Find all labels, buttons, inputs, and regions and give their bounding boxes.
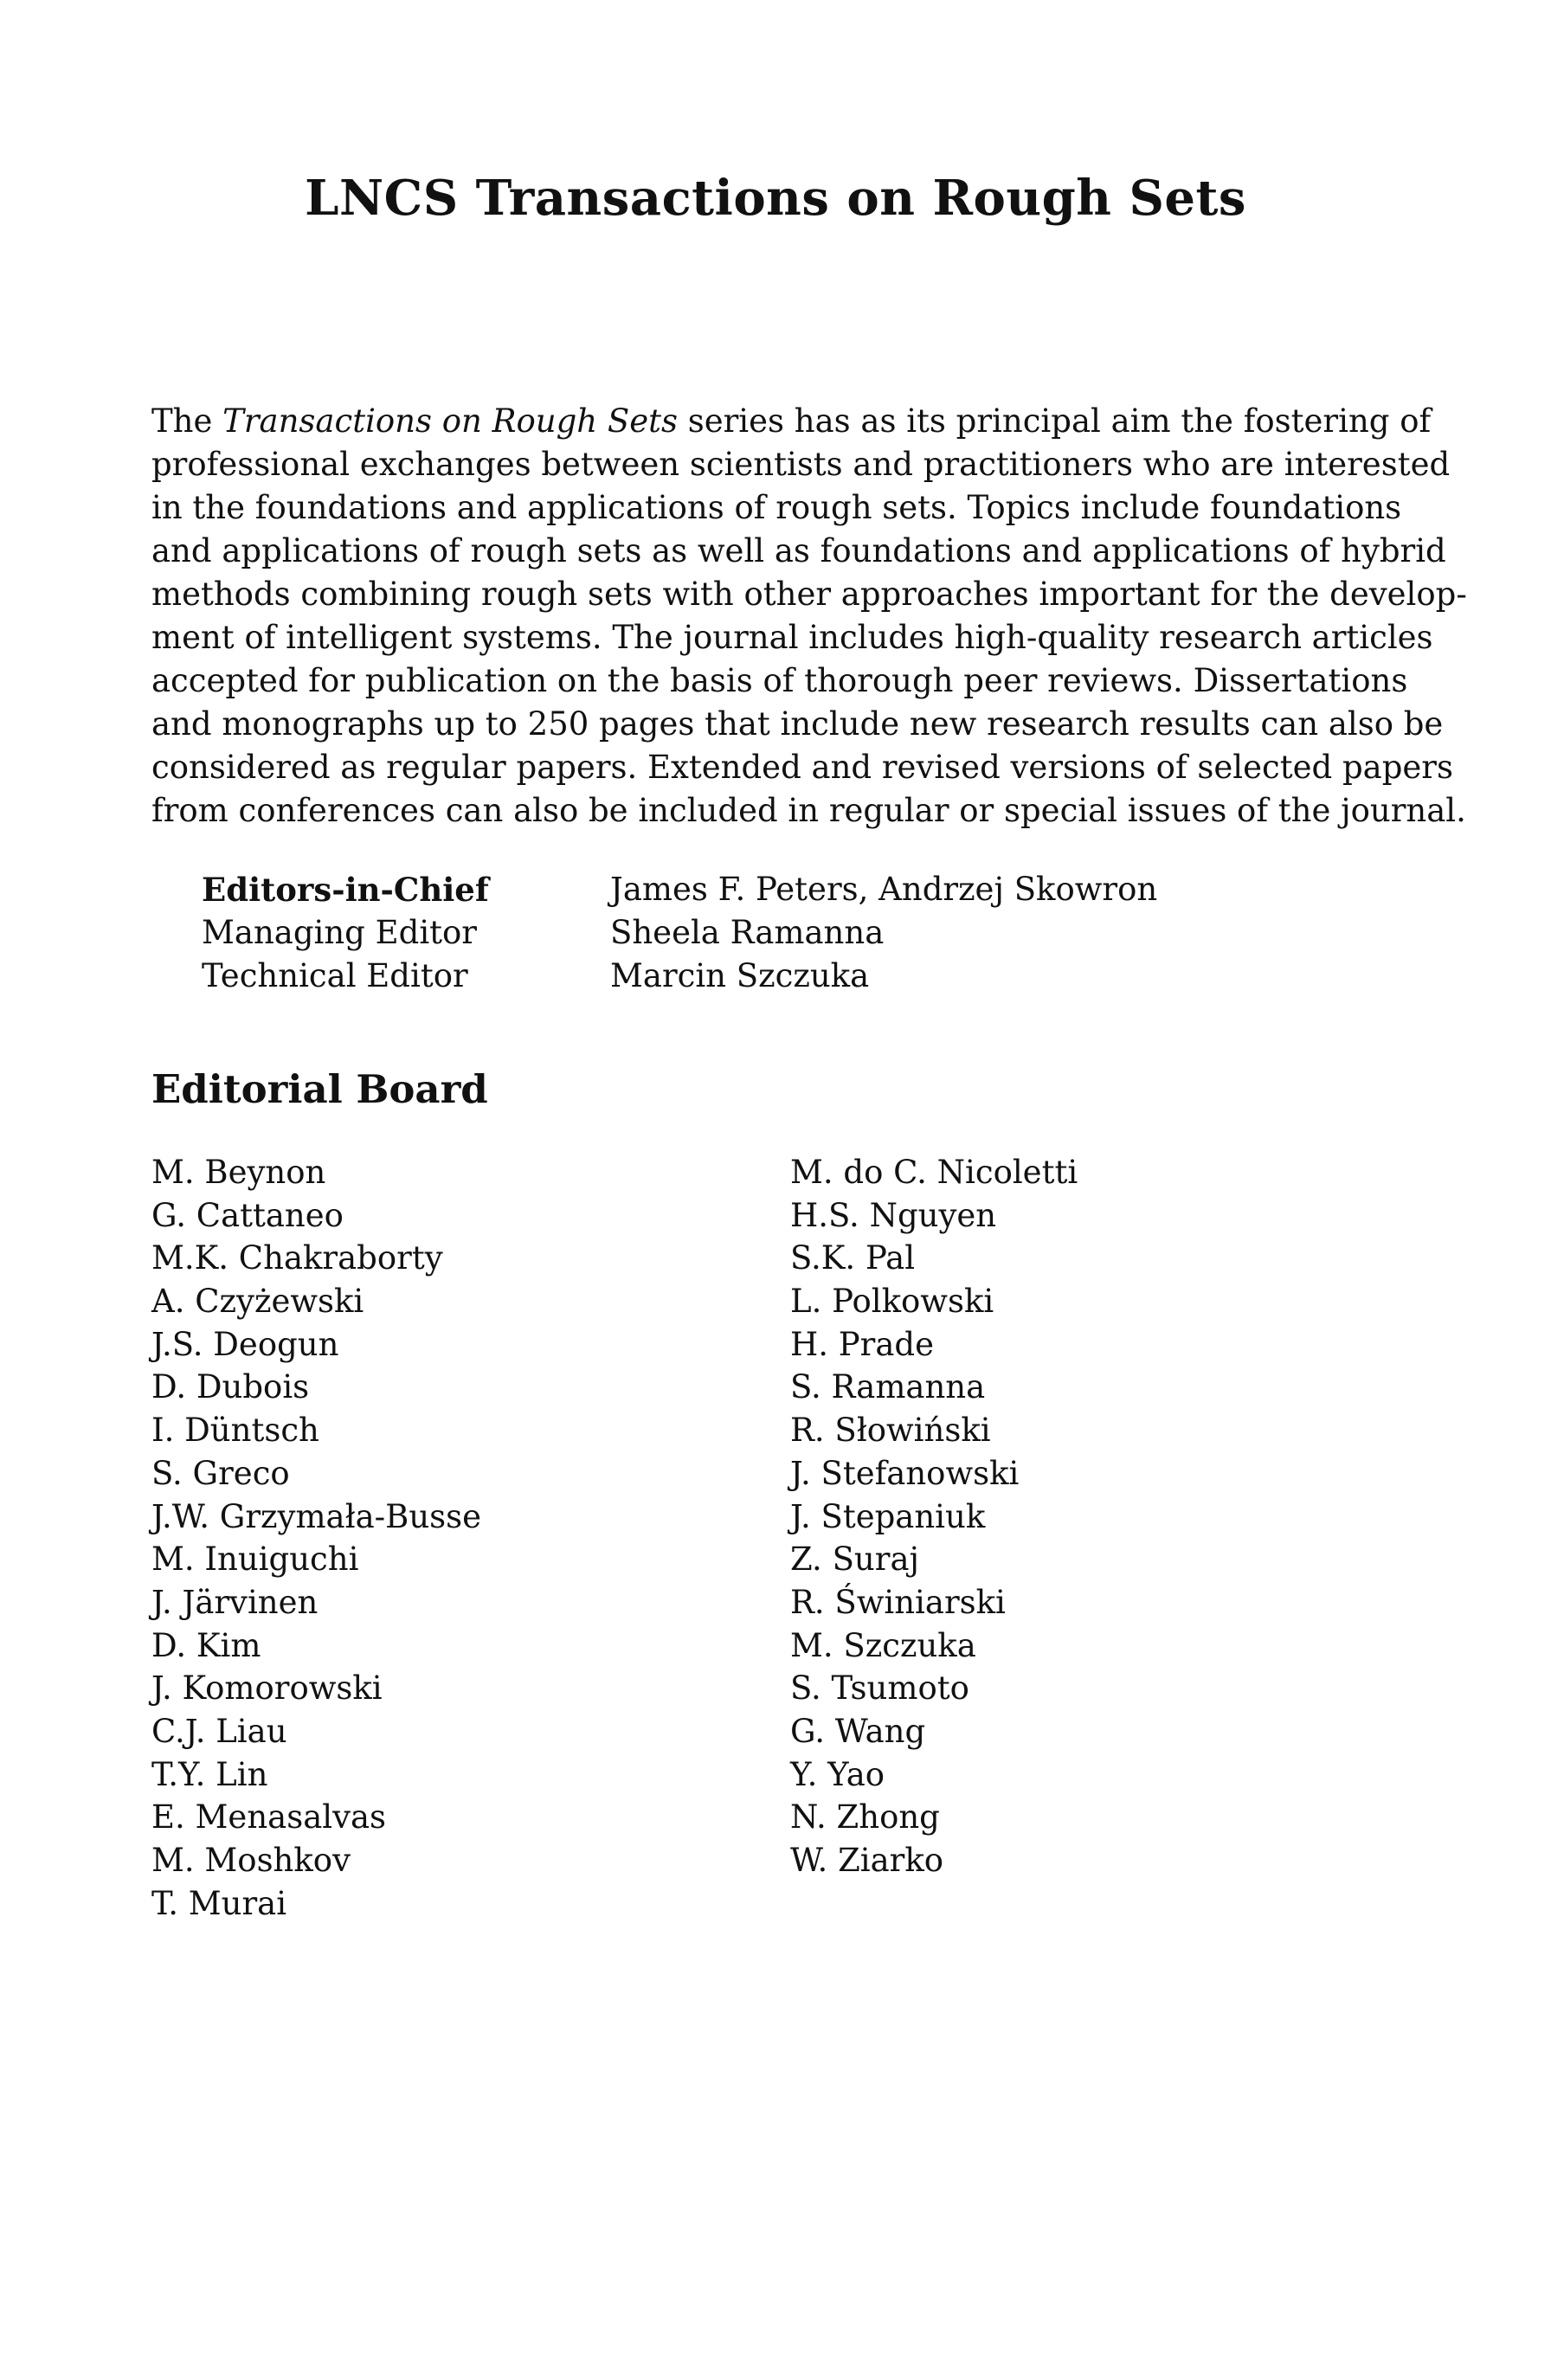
editor-names: James F. Peters, Andrzej Skowron bbox=[610, 871, 1158, 908]
editorial-board-heading: Editorial Board bbox=[151, 1066, 488, 1112]
editor-row bbox=[202, 955, 1327, 998]
board-member: G. Wang bbox=[790, 1712, 926, 1750]
editor-row bbox=[202, 911, 1327, 955]
board-member: M. Inuiguchi bbox=[151, 1541, 359, 1579]
board-member: J. Stepaniuk bbox=[790, 1497, 986, 1535]
line-text: considered as regular papers. Extended and revised versions of selected papers bbox=[151, 749, 1453, 786]
board-member: E. Menasalvas bbox=[151, 1798, 387, 1836]
board-member: C.J. Liau bbox=[151, 1712, 287, 1750]
page-title: LNCS Transactions on Rough Sets bbox=[305, 170, 1246, 227]
board-member: S. Greco bbox=[151, 1454, 290, 1492]
editor-row bbox=[202, 868, 1327, 911]
board-member: R. Świniarski bbox=[790, 1583, 1006, 1621]
editor-role: Managing Editor bbox=[202, 914, 477, 951]
board-member: J. Stefanowski bbox=[790, 1454, 1020, 1492]
paragraph-line bbox=[151, 789, 1466, 833]
paragraph-line bbox=[151, 616, 1433, 659]
board-member: H.S. Nguyen bbox=[790, 1196, 997, 1234]
paragraph-line bbox=[151, 659, 1408, 703]
editor-names: Marcin Szczuka bbox=[610, 957, 870, 994]
board-member: S. Tsumoto bbox=[790, 1669, 969, 1708]
board-member: J. Järvinen bbox=[151, 1583, 319, 1621]
paragraph-line bbox=[151, 530, 1446, 573]
line-text: and monographs up to 250 pages that include new research results can also be bbox=[151, 705, 1444, 743]
board-member: J.S. Deogun bbox=[151, 1325, 339, 1363]
paragraph-line bbox=[151, 486, 1402, 530]
board-column-right bbox=[790, 1151, 1078, 1882]
board-member: T. Murai bbox=[151, 1884, 287, 1922]
board-member: L. Polkowski bbox=[790, 1283, 994, 1321]
board-member: A. Czyżewski bbox=[151, 1283, 364, 1321]
line-text: from conferences can also be included in regular or special issues of the journal. bbox=[151, 792, 1466, 829]
board-member: J. Komorowski bbox=[151, 1669, 383, 1708]
board-member: Z. Suraj bbox=[790, 1541, 919, 1579]
line-text: in the foundations and applications of rough sets. Topics include foundations bbox=[151, 489, 1402, 526]
board-member: G. Cattaneo bbox=[151, 1196, 344, 1234]
editor-role: Editors-in-Chief bbox=[202, 871, 489, 909]
paragraph-line bbox=[151, 443, 1451, 486]
intro-paragraph bbox=[151, 400, 1467, 833]
board-member: M. Moshkov bbox=[151, 1842, 351, 1879]
series-name: Transactions on Rough Sets bbox=[222, 402, 678, 440]
board-member: M. Szczuka bbox=[790, 1626, 976, 1664]
editor-names: Sheela Ramanna bbox=[610, 914, 885, 951]
line-text: ment of intelligent systems. The journal includes high-quality research articles bbox=[151, 619, 1433, 656]
line-text: The bbox=[151, 402, 223, 440]
board-member: M. do C. Nicoletti bbox=[790, 1154, 1078, 1191]
paragraph-line bbox=[151, 400, 1432, 443]
line-text: professional exchanges between scientists and practitioners who are interested bbox=[151, 446, 1451, 483]
board-member: W. Ziarko bbox=[790, 1842, 944, 1879]
line-text: methods combining rough sets with other approaches important for the develop- bbox=[151, 576, 1467, 613]
paragraph-line bbox=[151, 703, 1444, 746]
paragraph-line bbox=[151, 573, 1467, 616]
line-text: series has as its principal aim the fostering of bbox=[677, 402, 1432, 440]
board-member: D. Kim bbox=[151, 1626, 261, 1664]
board-member: S. Ramanna bbox=[790, 1368, 986, 1406]
line-text: accepted for publication on the basis of thorough peer reviews. Dissertations bbox=[151, 662, 1408, 699]
board-member: R. Słowiński bbox=[790, 1412, 991, 1450]
editors-table bbox=[202, 868, 1327, 998]
board-member: S.K. Pal bbox=[790, 1239, 916, 1277]
board-member: J.W. Grzymała-Busse bbox=[151, 1497, 482, 1535]
board-member: M.K. Chakraborty bbox=[151, 1239, 443, 1277]
board-member: T.Y. Lin bbox=[151, 1755, 268, 1793]
paragraph-line bbox=[151, 746, 1453, 789]
board-member: H. Prade bbox=[790, 1325, 935, 1363]
board-member: N. Zhong bbox=[790, 1798, 940, 1836]
board-member: Y. Yao bbox=[790, 1755, 885, 1793]
board-member: D. Dubois bbox=[151, 1368, 310, 1406]
board-member: I. Düntsch bbox=[151, 1412, 319, 1450]
board-member: M. Beynon bbox=[151, 1154, 326, 1191]
board-column-left bbox=[151, 1151, 481, 1925]
editor-role: Technical Editor bbox=[202, 957, 468, 994]
line-text: and applications of rough sets as well as foundations and applications of hybrid bbox=[151, 532, 1446, 569]
